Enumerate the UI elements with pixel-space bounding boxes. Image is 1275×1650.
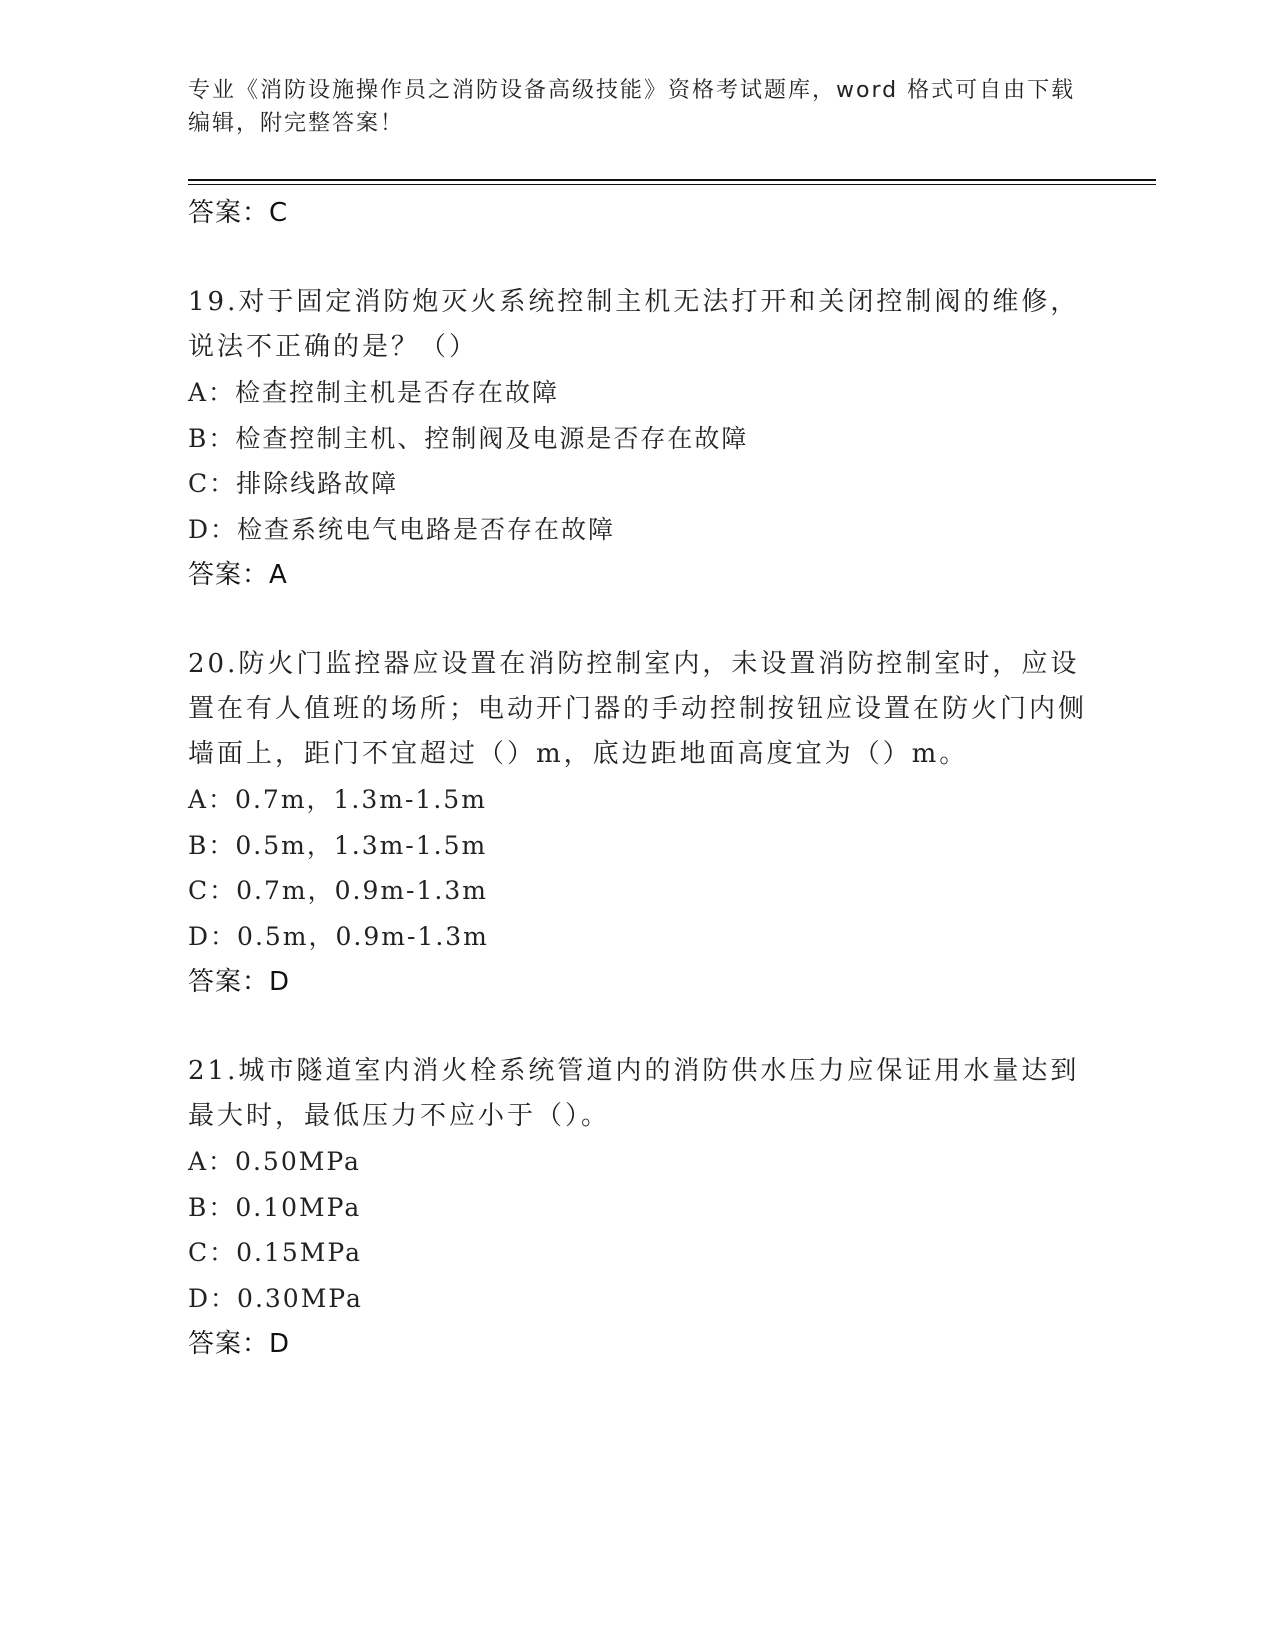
option-a: A：检查控制主机是否存在故障 bbox=[188, 378, 560, 407]
header-divider-thick bbox=[188, 179, 1156, 181]
option-a: A：0.50MPa bbox=[188, 1147, 361, 1176]
question-stem: 19.对于固定消防炮灭火系统控制主机无法打开和关闭控制阀的维修，说法不正确的是？（） bbox=[188, 287, 1080, 362]
header-divider-thin bbox=[188, 184, 1156, 185]
option-d: D：0.30MPa bbox=[188, 1283, 363, 1313]
question-19 bbox=[188, 280, 1088, 598]
question-answer: 答案：D bbox=[188, 1329, 291, 1359]
option-a: A：0.7m，1.3m-1.5m bbox=[188, 785, 487, 814]
option-b: B：0.5m，1.3m-1.5m bbox=[188, 830, 488, 860]
question-21 bbox=[188, 1049, 1088, 1367]
option-d: D：0.5m，0.9m-1.3m bbox=[188, 921, 489, 951]
option-d: D：检查系统电气电路是否存在故障 bbox=[188, 514, 616, 544]
question-20 bbox=[188, 642, 1088, 1005]
previous-question-answer: 答案：C bbox=[188, 198, 289, 228]
question-stem: 21.城市隧道室内消火栓系统管道内的消防供水压力应保证用水量达到最大时，最低压力不应小于（）。 bbox=[188, 1056, 1080, 1131]
question-answer: 答案：A bbox=[188, 560, 288, 590]
question-answer: 答案：D bbox=[188, 967, 291, 997]
option-c: C：0.15MPa bbox=[188, 1238, 362, 1267]
option-b: B：检查控制主机、控制阀及电源是否存在故障 bbox=[188, 423, 749, 453]
option-c: C：0.7m，0.9m-1.3m bbox=[188, 876, 488, 905]
option-b: B：0.10MPa bbox=[188, 1192, 362, 1222]
document-body bbox=[188, 190, 1088, 1367]
question-stem: 20.防火门监控器应设置在消防控制室内，未设置消防控制室时，应设置在有人值班的场所；电动开门器的手动控制按钮应设置在防火门内侧墙面上，距门不宜超过（）m，底边距地面高度宜为（）m。 bbox=[188, 649, 1088, 769]
page-header-text: 专业《消防设施操作员之消防设备高级技能》资格考试题库，word 格式可自由下载编辑，附完整答案！ bbox=[188, 78, 1076, 136]
option-c: C：排除线路故障 bbox=[188, 469, 399, 498]
